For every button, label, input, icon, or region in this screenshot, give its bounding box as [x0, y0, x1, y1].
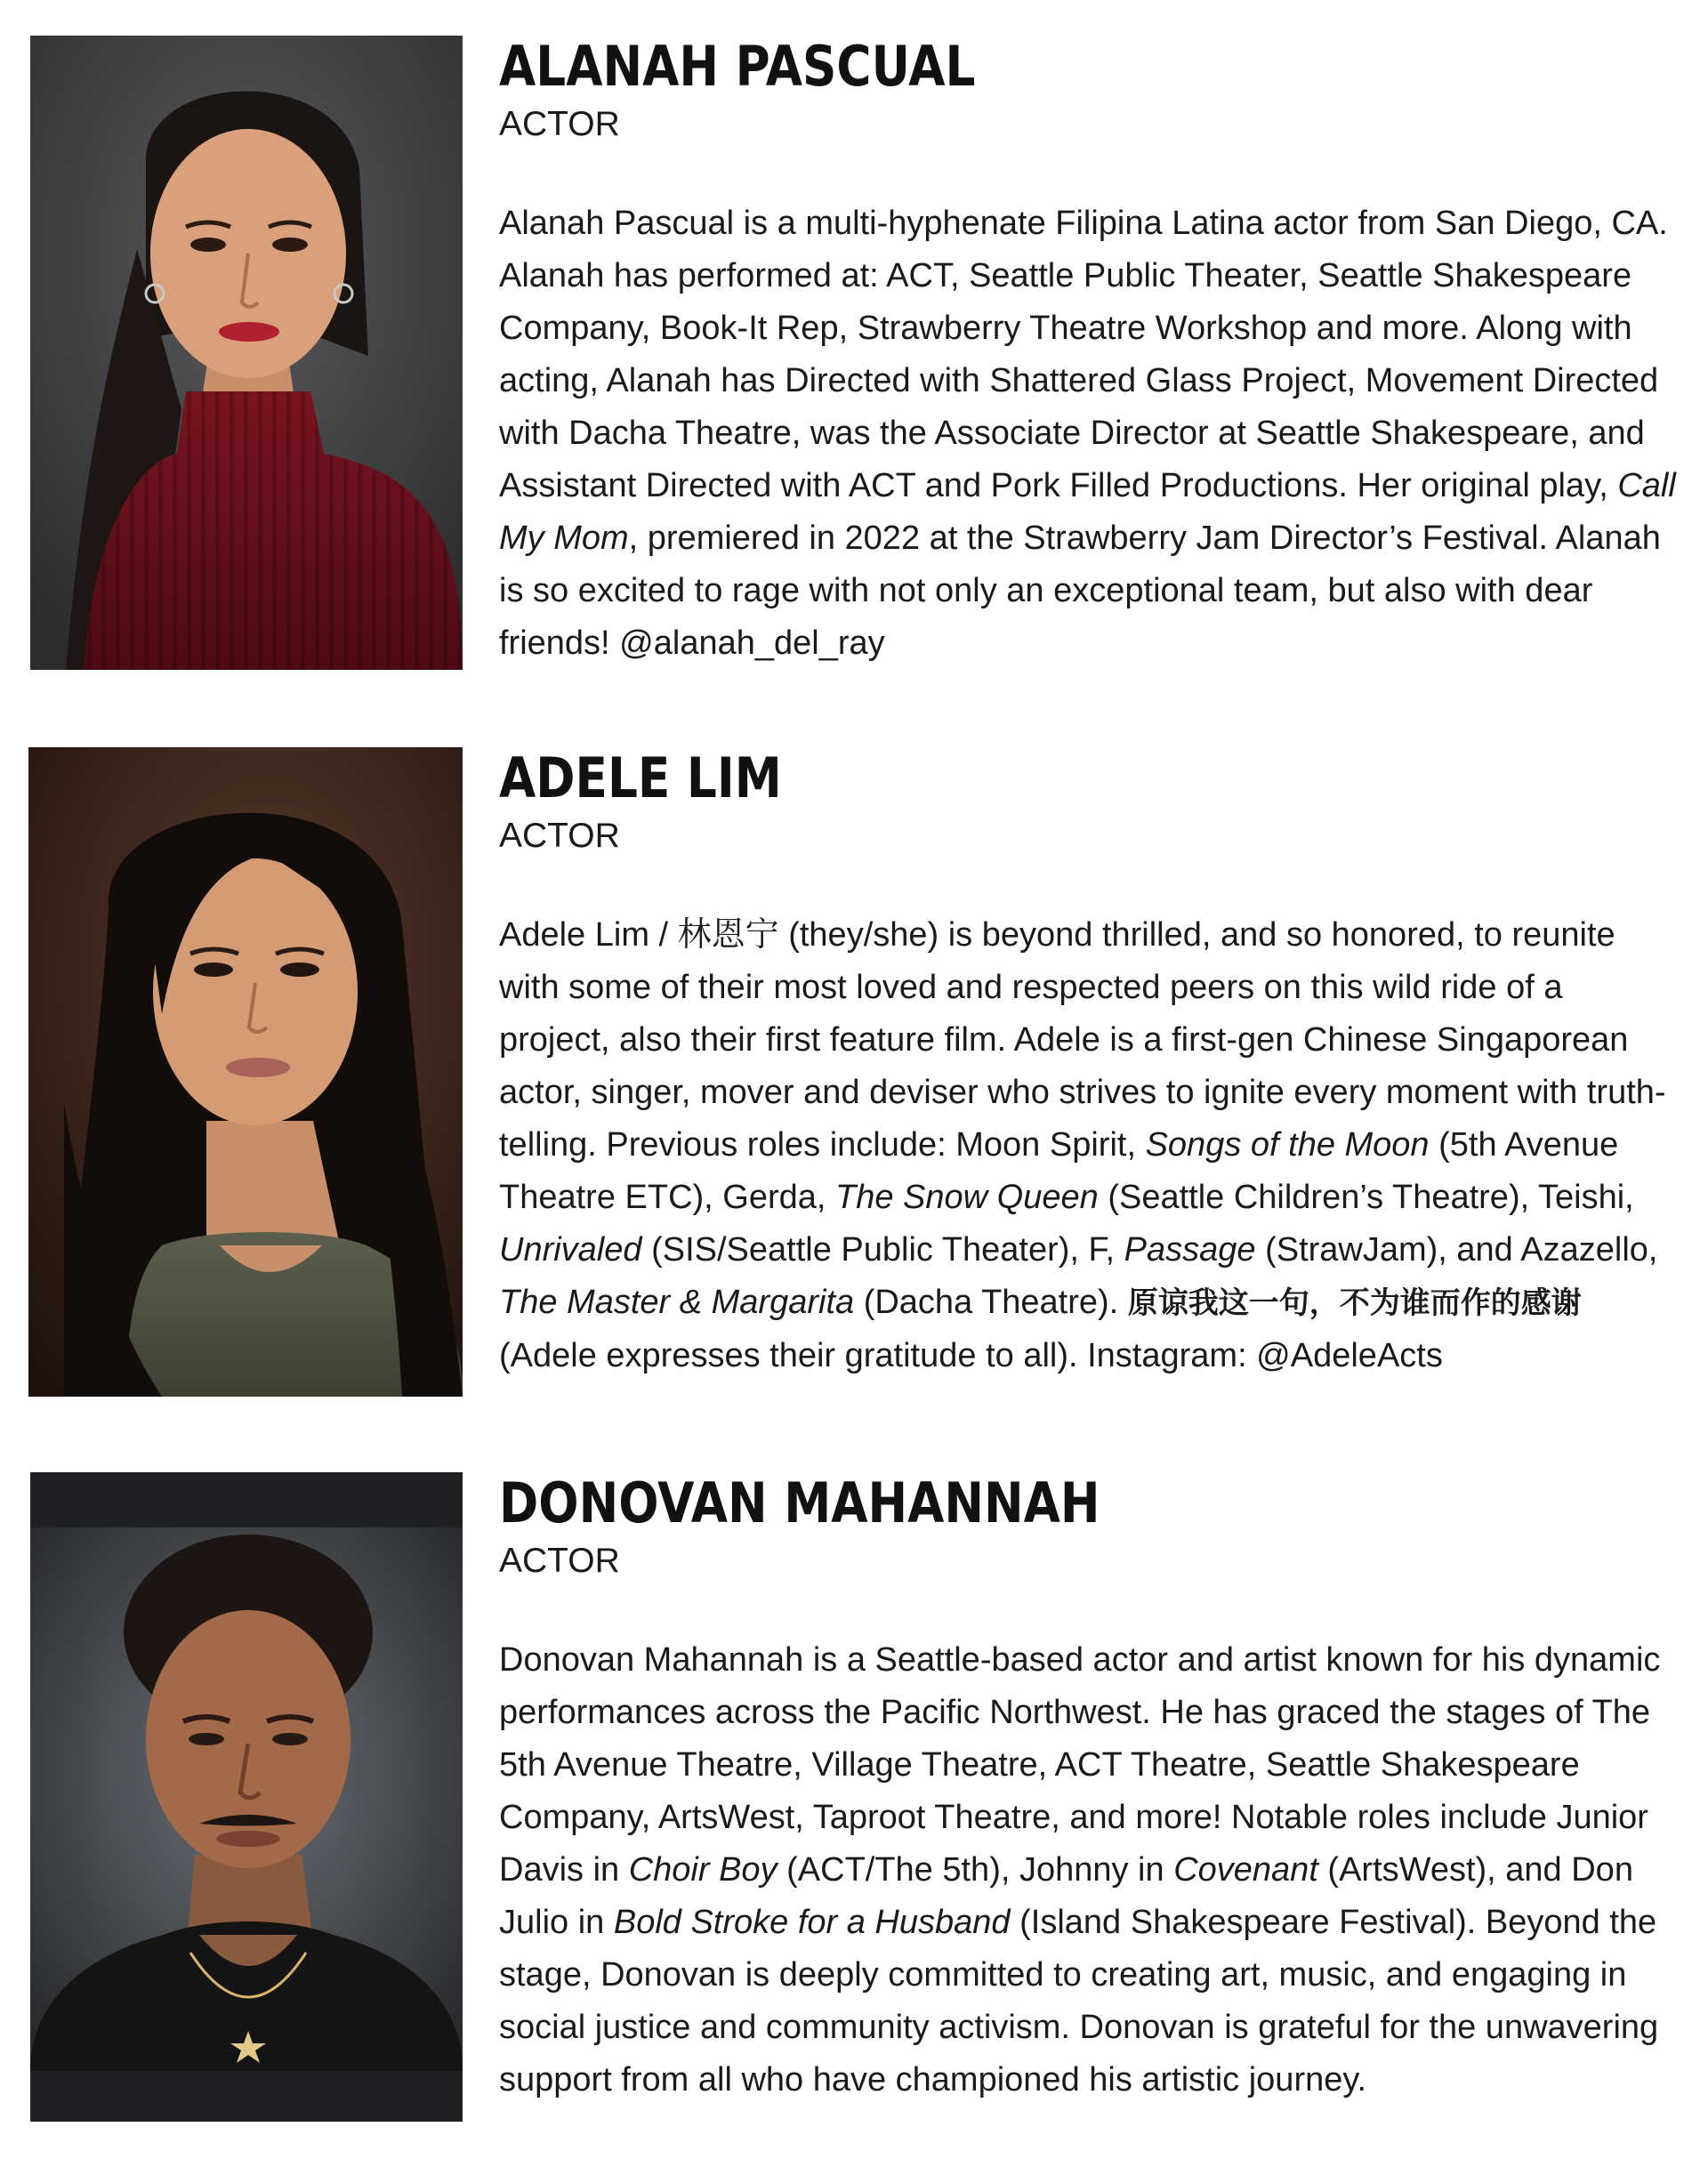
- bio-paragraph: [499, 1634, 1682, 2107]
- bio-text: [499, 36, 1691, 670]
- bio-segment: (SIS/Seattle Public Theater), F,: [641, 1231, 1124, 1269]
- person-role: ACTOR: [499, 817, 620, 855]
- bio-chinese-text: 原谅我这一句，不为谁而作的感谢: [1127, 1285, 1582, 1321]
- bio-segment: (5th Avenue Theatre ETC), Gerda,: [499, 1126, 1619, 1216]
- headshot-image: [30, 1472, 463, 2122]
- bio-donovan-mahannah: [0, 1472, 1708, 2122]
- bio-text: [499, 1472, 1691, 2107]
- bio-segment: Adele Lim / 林恩宁 (they/she) is beyond thrilled, and so honored, to reunite with some of their most loved and respected peers on this wild ride of a project, also their first feature film. Adele is a first-gen Chinese Singaporean actor, singer, mover and deviser who strives to ignite every moment with truth-telling. Previous roles include: Moon Spirit,: [499, 916, 1666, 1164]
- bio-alanah-pascual: [0, 36, 1708, 672]
- bio-segment: (Adele expresses their gratitude to all). Instagram: @AdeleActs: [499, 1337, 1443, 1374]
- bio-title-italic: Unrivaled: [499, 1231, 642, 1269]
- person-name: ALANAH PASCUAL: [499, 34, 976, 99]
- bio-title-italic: Passage: [1124, 1231, 1256, 1269]
- bio-title-italic: Choir Boy: [628, 1851, 777, 1889]
- bio-title-italic: Songs of the Moon: [1145, 1126, 1430, 1164]
- bio-title-italic: The Snow Queen: [835, 1179, 1099, 1216]
- bio-segment: Alanah Pascual is a multi-hyphenate Filipina Latina actor from San Diego, CA. Alanah has performed at: ACT, Seattle Public Theater, Seattle Shakespeare Company, Book-It Rep, Strawberry Theatre Workshop and more. Along with acting, Alanah has Directed with Shattered Glass Project, Movement Directed with Dacha Theatre, was the Associate Director at Seattle Shakespeare, and Assistant Directed with ACT and Pork Filled Productions. Her original play,: [499, 205, 1668, 504]
- bio-segment: (ACT/The 5th), Johnny in: [777, 1851, 1174, 1889]
- bio-title-italic: Covenant: [1173, 1851, 1318, 1889]
- bio-segment: (StrawJam), and Azazello,: [1255, 1231, 1658, 1269]
- bio-segment: (ArtsWest), and Don Julio in: [499, 1851, 1633, 1941]
- bio-title-italic: The Master & Margarita: [499, 1284, 855, 1321]
- bio-paragraph: [499, 197, 1682, 670]
- person-role: ACTOR: [499, 1542, 620, 1580]
- bio-title-italic: Call My Mom: [499, 467, 1676, 557]
- headshot-photo: [30, 36, 463, 670]
- person-name: ADELE LIM: [499, 745, 782, 810]
- person-role: ACTOR: [499, 105, 620, 143]
- headshot-photo: [30, 1472, 463, 2122]
- person-name: DONOVAN MAHANNAH: [499, 1470, 1100, 1535]
- bio-segment: (Seattle Children’s Theatre), Teishi,: [1098, 1179, 1634, 1216]
- headshot-image: [30, 36, 463, 670]
- bio-paragraph: [499, 909, 1682, 1382]
- headshot-image: [28, 747, 463, 1397]
- bio-adele-lim: [0, 747, 1708, 1397]
- bio-title-italic: Bold Stroke for a Husband: [613, 1904, 1011, 1941]
- bio-segment: Donovan Mahannah is a Seattle-based actor and artist known for his dynamic performances across the Pacific Northwest. He has graced the stages of The 5th Avenue Theatre, Village Theatre, ACT Theatre, Seattle Shakespeare Company, ArtsWest, Taproot Theatre, and more! Notable roles include Junior Davis in: [499, 1641, 1661, 1889]
- bio-segment: (Island Shakespeare Festival). Beyond the stage, Donovan is deeply committed to creating art, music, and engaging in social justice and community activism. Donovan is grateful for the unwavering support from all who have championed his artistic journey.: [499, 1904, 1659, 2099]
- bio-segment: , premiered in 2022 at the Strawberry Jam Director’s Festival. Alanah is so excited to rage with not only an exceptional team, but also with dear friends! @alanah_del_ray: [499, 520, 1661, 662]
- bio-text: [499, 747, 1691, 1382]
- bio-segment: (Dacha Theatre).: [854, 1284, 1128, 1321]
- headshot-photo: [28, 747, 463, 1397]
